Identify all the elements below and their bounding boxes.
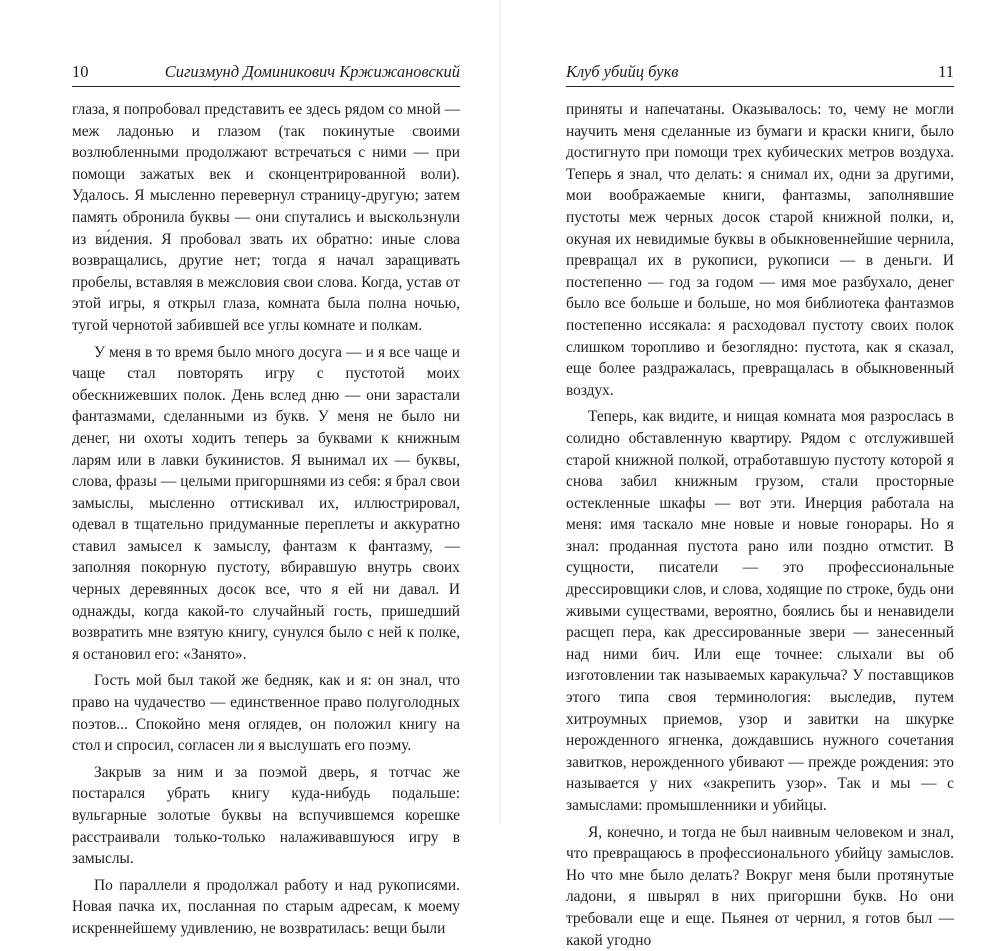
- paragraph: Гость мой был такой же бедняк, как и я: он знал, что право на чудачество — единственное право полуголодных поэтов... Спокойно меня оглядев, он положил книгу на стол и спросил, согласен ли я выслушать его поэму.: [72, 672, 460, 755]
- paragraph: глаза, я попробовал представить ее здесь рядом со мной — меж ладонью и глазом (так покинутые своими возлюбленными продолжают встречаться с ними — при помощи зажатых век и сконцентрированной воли). Удалось. Я мысленно перевернул страницу-другую; затем память обронила буквы — они спутались и выскользнули из ви́дения. Я пробовал звать их обратно: иные слова возвращались, другие нет; тогда я начал заращивать пробелы, вставляя в межсловия свои слова. Когда, устав от этой игры, я открыл глаза, комната была полна ночью, тугой чернотой забившей все углы комнате и полкам.: [72, 101, 460, 334]
- paragraph: Теперь, как видите, и нищая комната моя разрослась в солидно обставленную квартиру. Рядом с отслужившей старой книжной полкой, отработавшую пустоту которой я снова забил книжным грузом, стали просторные остекленные шкафы — вот эти. Инерция работала на меня: имя таскало мне новые и новые гонорары. Но я знал: проданная пустота рано или поздно отмстит. В сущности, писатели — это профессиональные дрессировщики слов, и слова, ходящие по строке, будь они живыми существами, вероятно, боялись бы и ненавидели расщеп пера, как дрессированные звери — занесенный над ними бич. Или еще точнее: слыхали вы об изготовлении так называемых каракульча? У поставщиков этого типа своя терминология: выследив, путем хитроумных приемов, узор и завитки на шкурке нерожденного ягненка, дождавшись нужного сочетания завитков, нерожденного убивают — прежде рождения: это называется у них «закрепить узор». Так и мы — с замыслами: промышленники и убийцы.: [566, 408, 954, 814]
- paragraph: приняты и напечатаны. Оказывалось: то, чему не могли научить меня сделанные из бумаги и краски книги, было достигнуто при помощи трех кубических метров воздуха. Теперь я знал, что делать: я снимал их, одни за другими, мои воображаемые книги, фантазмы, заполнявшие пустоты меж черных досок старой книжной полки, и, окуная их невидимые буквы в обыкновеннейшие чернила, превращал их в рукописи, рукописи — в деньги. И постепенно — год за годом — имя мое разбухало, денег было все больше и больше, но моя библиотека фантазмов постепенно иссякала: я расходовал пустоту своих полок слишком торопливо и безоглядно: пустота, как я сказал, еще более раздражалась, превращалась в обыкновенный воздух.: [566, 101, 954, 399]
- right-running-head: [566, 61, 954, 85]
- left-page: [0, 0, 500, 937]
- story-title: Клуб убийц букв: [566, 62, 679, 81]
- header-rule: [72, 86, 460, 87]
- header-rule: [566, 86, 954, 87]
- right-page: [500, 0, 1000, 949]
- paragraph: По параллели я продолжал работу и над рукописями. Новая пачка их, посланная по старым адресам, к моему искреннейшему удивлению, не возвратилась: вещи были: [72, 876, 460, 937]
- page-number: 10: [72, 62, 89, 81]
- paragraph: Закрыв за ним и за поэмой дверь, я тотчас же постарался убрать книгу куда-нибудь подальше: вульгарные золотые буквы на вспучившемся корешке расстраивали только-только налаживавшуюся игру в замыслы.: [72, 763, 460, 868]
- paragraph: У меня в то время было много досуга — и я все чаще и чаще стал повторять игру с пустотой моих обескнижевших полок. День вслед дню — они зарастали фантазмами, сделанными из букв. У меня не было ни денег, ни охоты ходить теперь за буквами к книжным ларям или в лавки букинистов. Я вынимал их — буквы, слова, фразы — целыми пригоршнями из себя: я брал свои замыслы, мысленно оттискивал их, иллюстрировал, одевал в тщательно придуманные переплеты и аккуратно ставил замысел к замыслу, фантазм к фантазму, — заполняя покорную пустоту, вбиравшую внутрь своих черных деревянных досок все, что я ей ни давал. И однажды, когда какой-то случайный гость, пришедший возвратить мне взятую книгу, сунулся было с ней к полке, я остановил его: «Занято».: [72, 343, 460, 663]
- left-running-head: [72, 61, 460, 85]
- page-number: 11: [938, 62, 954, 81]
- paragraph: Я, конечно, и тогда не был наивным человеком и знал, что превращаюсь в профессионального убийцу замыслов. Но что мне было делать? Вокруг меня были протянутые ладони, я швырял в них пригоршни букв. Но они требовали еще и еще. Пьянея от чернил, я готов был — какой угодно: [566, 823, 954, 949]
- right-body-text: [566, 99, 954, 951]
- left-body-text: [72, 99, 460, 940]
- author-name: Сигизмунд Доминикович Кржижановский: [164, 62, 460, 81]
